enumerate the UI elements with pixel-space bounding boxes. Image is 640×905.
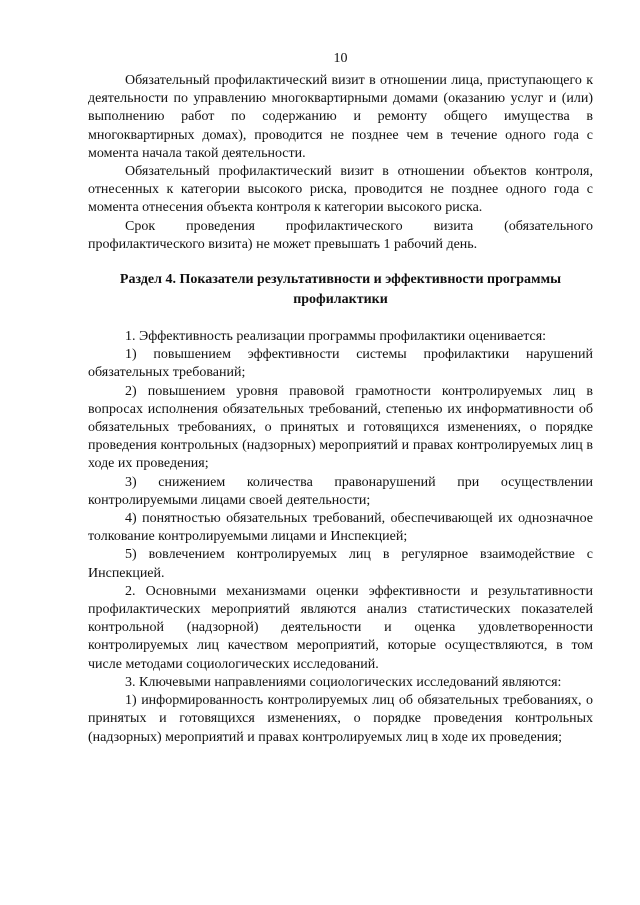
paragraph-initial-visit-new-operators: Обязательный профилактический визит в отношении лица, приступающего к деятельности по управлению многоквартирными домами (оказанию услуг и (или) выполнению работ по содержанию и ремонту общего имущества в многоквартирных домах), проводится не позднее чем в течение одного года с момента начала такой деятельности. (88, 73, 593, 161)
list-item: 3. Ключевыми направлениями социологических исследований являются: (125, 674, 562, 690)
list-item: 1) информированность контролируемых лиц об обязательных требованиях, о принятых и готовящихся изменениях, о порядке проведения контрольных (надзорных) мероприятий и правах контролируемых лиц в ходе их проведения; (88, 693, 593, 745)
list-item: 5) вовлечением контролируемых лиц в регулярное взаимодействие с Инспекцией. (88, 547, 593, 581)
section-heading: Раздел 4. Показатели результативности и эффективности программы профилактики (119, 272, 562, 308)
list-item: 1. Эффективность реализации программы профилактики оценивается: (125, 329, 547, 345)
paragraph-visit-duration: Срок проведения профилактического визита (обязательного профилактического визита) не может превышать 1 рабочий день. (88, 218, 593, 252)
page-number: 10 (333, 51, 348, 66)
list-item: 2) повышением уровня правовой грамотности контролируемых лиц в вопросах исполнения обязательных требований, степенью их информативности об обязательных требованиях, о принятых и готовящихся изменениях, о порядке проведения контрольных (надзорных) мероприятий и правах контролируемых лиц в ходе их проведения; (88, 383, 593, 472)
list-item: 3) снижением количества правонарушений при осуществлении контролируемыми лицами своей деятельности; (88, 474, 593, 508)
list-item: 2. Основными механизмами оценки эффективности и результативности профилактических мероприятий являются анализ статистических показателей контрольной (надзорной) деятельности и оценка удовлетворенности контролируемых лиц качеством мероприятий, которые осуществляются, в том числе методами социологических исследований. (88, 583, 593, 672)
list-item: 4) понятностью обязательных требований, обеспечивающей их однозначное толкование контролируемыми лицами и Инспекцией; (88, 511, 593, 545)
list-item: 1) повышением эффективности системы профилактики нарушений обязательных требований; (88, 347, 593, 381)
paragraph-initial-visit-high-risk: Обязательный профилактический визит в отношении объектов контроля, отнесенных к категории высокого риска, проводится не позднее одного года с момента отнесения объекта контроля к категории высокого риска. (88, 164, 593, 216)
